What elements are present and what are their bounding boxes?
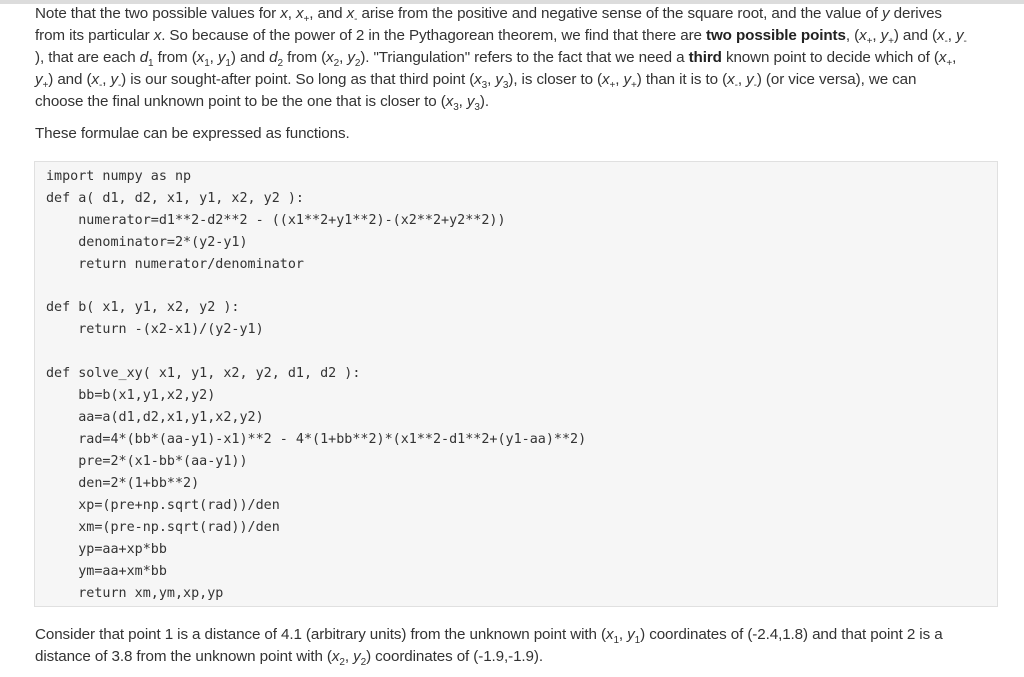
math-symbol: x [153,27,162,44]
text-run: , [102,71,111,88]
paragraph-line [35,47,995,69]
code-line: den=2*(1+bb**2) [46,476,200,491]
intro-paragraph [35,3,995,113]
text-run: , [458,93,467,110]
subscript: - [117,80,122,92]
text-run: , [737,71,747,88]
text-run: , [615,71,624,88]
text-run: ) coordinates of (-2.4,1.8) and that point 2 is a [640,626,943,643]
subscript: + [631,80,637,92]
math-symbol: x [196,49,205,66]
subscript: 2 [333,58,340,70]
math-symbol: x [605,626,614,643]
subscript: 2 [360,657,367,669]
text-run: . So because of the power of 2 in the Pythagorean theorem, we find that there are [161,27,706,44]
text-run: , [947,27,956,44]
math-symbol: x [91,71,99,88]
text-run: ), that are each [35,49,140,66]
subscript: 3 [453,102,459,114]
subscript: 3 [474,102,480,114]
math-symbol: x [346,5,355,22]
code-line: def solve_xy( x1, y1, x2, y2, d1, d2 ): [46,366,361,381]
math-symbol: x [445,93,454,110]
math-symbol: y [353,648,361,665]
code-line: rad=4*(bb*(aa-y1)-x1)**2 - 4*(1+bb**2)*(x1**2-d1**2+(y1-aa)**2) [46,432,587,447]
subscript: - [734,80,738,92]
subscript: + [42,80,49,92]
math-symbol: y [35,71,43,88]
text-run: ) and [230,49,270,66]
text-run: distance of 3.8 from the unknown point with ( [35,648,332,665]
math-symbol: x [296,5,304,22]
subscript: + [609,80,616,92]
paragraph-line [35,3,995,25]
text-run: ), is closer to ( [508,71,603,88]
code-line: return numerator/denominator [46,257,304,272]
text-run: , [209,49,218,66]
code-line: import numpy as np [46,169,192,184]
paragraph-line [35,69,995,91]
math-symbol: y [495,71,503,88]
example-paragraph [35,624,995,668]
text-run: ) (or vice versa), we can [756,71,917,88]
subscript: - [944,36,948,48]
math-symbol: y [627,626,635,643]
code-line: denominator=2*(y2-y1) [46,235,248,250]
math-symbol: y [466,93,475,110]
code-block [34,161,998,607]
math-symbol: x [602,71,610,88]
text-run: ) and ( [893,27,938,44]
text-run: from its particular [35,27,154,44]
text-run: , [872,27,881,44]
subscript: + [888,36,894,48]
math-symbol: y [880,27,889,44]
bold-term: two possible points [706,27,846,44]
subscript: 1 [204,58,210,70]
text-run: ). [479,93,489,110]
subscript: 2 [354,58,361,70]
code-line: yp=aa+xp*bb [46,542,167,557]
math-symbol: y [623,71,632,88]
math-symbol: y [956,27,964,44]
subscript: 1 [225,58,231,70]
math-symbol: x [938,49,947,66]
text-run: from ( [153,49,197,66]
math-symbol: y [347,49,355,66]
text-run: Consider that point 1 is a distance of 4.1 (arbitrary units) from the unknown point with ( [35,626,606,643]
code-line: return -(x2-x1)/(y2-y1) [46,322,264,337]
code-line: def a( d1, d2, x1, y1, x2, y2 ): [46,191,304,206]
subscript: 1 [634,635,641,647]
math-symbol: x [859,27,867,44]
subscript: 3 [481,80,488,92]
paragraph-line [35,25,995,47]
code-line: pre=2*(x1-bb*(aa-y1)) [46,454,248,469]
text-run: choose the final unknown point to be the one that is closer to ( [35,93,446,110]
bold-term: third [688,49,722,66]
text-run: known point to decide which of ( [721,49,939,66]
text-run: arise from the positive and negative sense of the square root, and the value of [357,5,883,22]
text-run: ) is our sought-after point. So long as that third point ( [121,71,475,88]
text-run: ) and ( [48,71,92,88]
code-line: ym=aa+xm*bb [46,564,167,579]
code-line: xm=(pre-np.sqrt(rad))/den [46,520,280,535]
text-run: , ( [845,27,860,44]
subscript: 2 [339,657,345,669]
subscript: - [354,14,358,26]
code-line: numerator=d1**2-d2**2 - ((x1**2+y1**2)-(x2**2+y2**2)) [46,213,506,228]
code-line: def b( x1, y1, x2, y2 ): [46,300,240,315]
text-run: , [952,49,957,66]
code-line: xp=(pre+np.sqrt(rad))/den [46,498,280,513]
subscript: + [946,58,953,70]
code-line: aa=a(d1,d2,x1,y1,x2,y2) [46,410,264,425]
text-run: , [344,648,354,665]
text-run: Note that the two possible values for [35,5,281,22]
text-run: from ( [282,49,327,66]
formulae-intro: These formulae can be expressed as functions. [35,125,350,142]
subscript: - [753,80,757,92]
subscript: 1 [613,635,619,647]
code-line: bb=b(x1,y1,x2,y2) [46,388,216,403]
subscript: - [963,36,967,48]
subscript: 1 [148,58,154,70]
code-line: return xm,ym,xp,yp [46,586,224,601]
subscript: + [866,36,873,48]
math-symbol: d [139,49,149,66]
subscript: + [303,14,310,26]
math-symbol: y [746,71,754,88]
text-run: ) coordinates of (-1.9,-1.9). [366,648,543,665]
text-run: , [618,626,628,643]
math-symbol: y [110,71,118,88]
math-symbol: d [269,49,278,66]
math-symbol: x [937,27,945,44]
text-run: , [287,5,296,22]
math-symbol: x [331,648,340,665]
text-run: ). "Triangulation" refers to the fact that we need a [360,49,689,66]
subscript: 3 [502,80,509,92]
math-symbol: x [727,71,735,88]
math-symbol: y [882,5,890,22]
subscript: 2 [277,58,283,70]
math-symbol: x [280,5,288,22]
paragraph-line [35,646,995,668]
paragraph-line [35,91,995,113]
math-symbol: x [474,71,482,88]
subscript: - [98,80,103,92]
text-run: derives [889,5,942,22]
text-run: ) than it is to ( [636,71,728,88]
text-run: , and [309,5,347,22]
math-symbol: y [217,49,226,66]
text-run: , [487,71,496,88]
paragraph-line [35,624,995,646]
math-symbol: x [326,49,334,66]
text-run: , [339,49,348,66]
